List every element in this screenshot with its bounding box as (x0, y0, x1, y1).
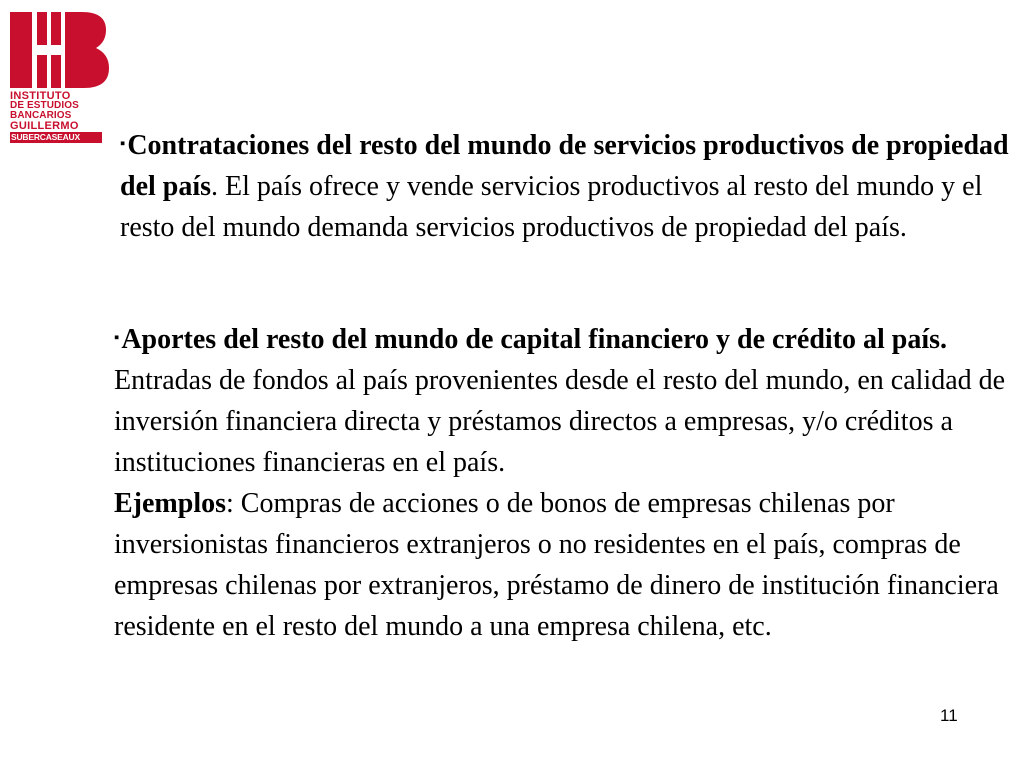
services-paragraph (120, 124, 1015, 248)
logo-line-de-estudios: DE ESTUDIOS (10, 100, 79, 111)
capital-body: Entradas de fondos al país provenientes desde el resto del mundo, en calidad de inversión financiera directa y préstamos directos a empresas, y/o créditos a instituciones financieras en el país. (114, 365, 1006, 478)
services-heading-punct: . (211, 171, 219, 202)
logo-line-subercaseaux: SUBERCASEAUX (10, 132, 102, 143)
services-heading: Contrataciones del resto del mundo de servicios productivos de propiedad del país (120, 130, 1009, 202)
services-body: El país ofrece y vende servicios productivos al resto del mundo y el resto del mundo demanda servicios productivos de propiedad del país. (120, 171, 983, 243)
logo-line-bancarios: BANCARIOS (10, 110, 72, 121)
examples-text (114, 483, 1014, 647)
logo-line-guillermo: GUILLERMO (10, 120, 79, 132)
page-number: 11 (940, 706, 958, 725)
bullet-icon: ▪ (120, 136, 126, 152)
examples-label: Ejemplos (114, 488, 226, 519)
logo-line-instituto: INSTITUTO (10, 90, 71, 102)
services-text (120, 124, 1015, 248)
capital-heading: Aportes del resto del mundo de capital financiero y de crédito al país. (121, 324, 948, 355)
bullet-icon: ▪ (114, 330, 120, 346)
capital-paragraph (114, 318, 1014, 647)
institute-logo (10, 12, 110, 143)
ieb-logo-mark (10, 12, 110, 88)
logo-text (10, 91, 102, 143)
capital-text (114, 318, 1014, 483)
examples-body: : Compras de acciones o de bonos de empresas chilenas por inversionistas financieros extranjeros o no residentes en el país, compras de empresas chilenas por extranjeros, préstamo de dinero de institución financiera residente en el resto del mundo a una empresa chilena, etc. (114, 488, 999, 642)
